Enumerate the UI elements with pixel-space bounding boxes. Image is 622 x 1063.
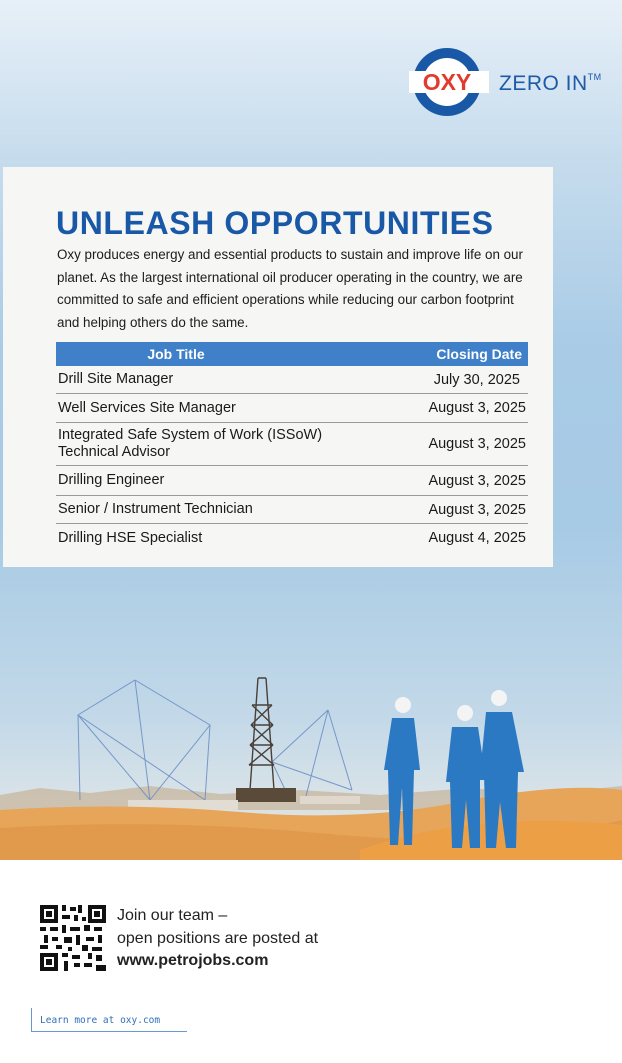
job-title: Integrated Safe System of Work (ISSoW) Technical Advisor xyxy=(58,427,323,460)
join-team-text xyxy=(117,905,318,973)
petrojobs-link[interactable]: www.petrojobs.com xyxy=(117,952,269,969)
job-title: Senior / Instrument Technician xyxy=(58,501,253,517)
jobs-table xyxy=(56,342,528,552)
closing-date: August 4, 2025 xyxy=(428,530,526,546)
learn-more-link[interactable]: Learn more at oxy.com xyxy=(31,1008,187,1032)
closing-date: August 3, 2025 xyxy=(428,400,526,416)
table-row xyxy=(56,423,528,466)
trademark-mark: TM xyxy=(587,72,602,82)
join-line-2: open positions are posted at xyxy=(117,929,319,947)
desert-rig-scene xyxy=(0,590,622,870)
drilling-rig xyxy=(249,678,274,790)
page-title: UNLEASH OPPORTUNITIES xyxy=(56,205,494,241)
job-title: Drill Site Manager xyxy=(58,371,174,387)
job-title: Drilling HSE Specialist xyxy=(58,529,203,546)
tagline-text: ZERO IN xyxy=(499,72,588,95)
job-title: Well Services Site Manager xyxy=(58,399,236,416)
table-row xyxy=(56,466,528,496)
table-row xyxy=(56,496,528,524)
closing-date: July 30, 2025 xyxy=(433,371,520,388)
workers xyxy=(384,690,524,848)
qr-code-icon[interactable] xyxy=(40,905,106,971)
closing-date: August 3, 2025 xyxy=(428,436,526,452)
intro-paragraph: Oxy produces energy and essential products to sustain and improve life on our planet. As the largest international oil producer operating in the country, we are committed to safe and efficient operations while reducing our carbon footprint and helping others do the same. xyxy=(57,247,523,331)
brand-tagline xyxy=(499,72,602,96)
table-row xyxy=(56,394,528,423)
header-job-title: Job Title xyxy=(147,346,205,362)
job-title: Drilling Engineer xyxy=(58,472,165,488)
closing-date: August 3, 2025 xyxy=(428,472,526,489)
join-line-1: Join our team – xyxy=(117,907,228,924)
jobs-table-header xyxy=(56,342,528,366)
table-row xyxy=(56,366,528,394)
logo-wordmark: OXY xyxy=(422,69,472,95)
header-closing-date: Closing Date xyxy=(436,346,522,362)
closing-date: August 3, 2025 xyxy=(428,501,526,518)
table-row xyxy=(56,524,528,552)
